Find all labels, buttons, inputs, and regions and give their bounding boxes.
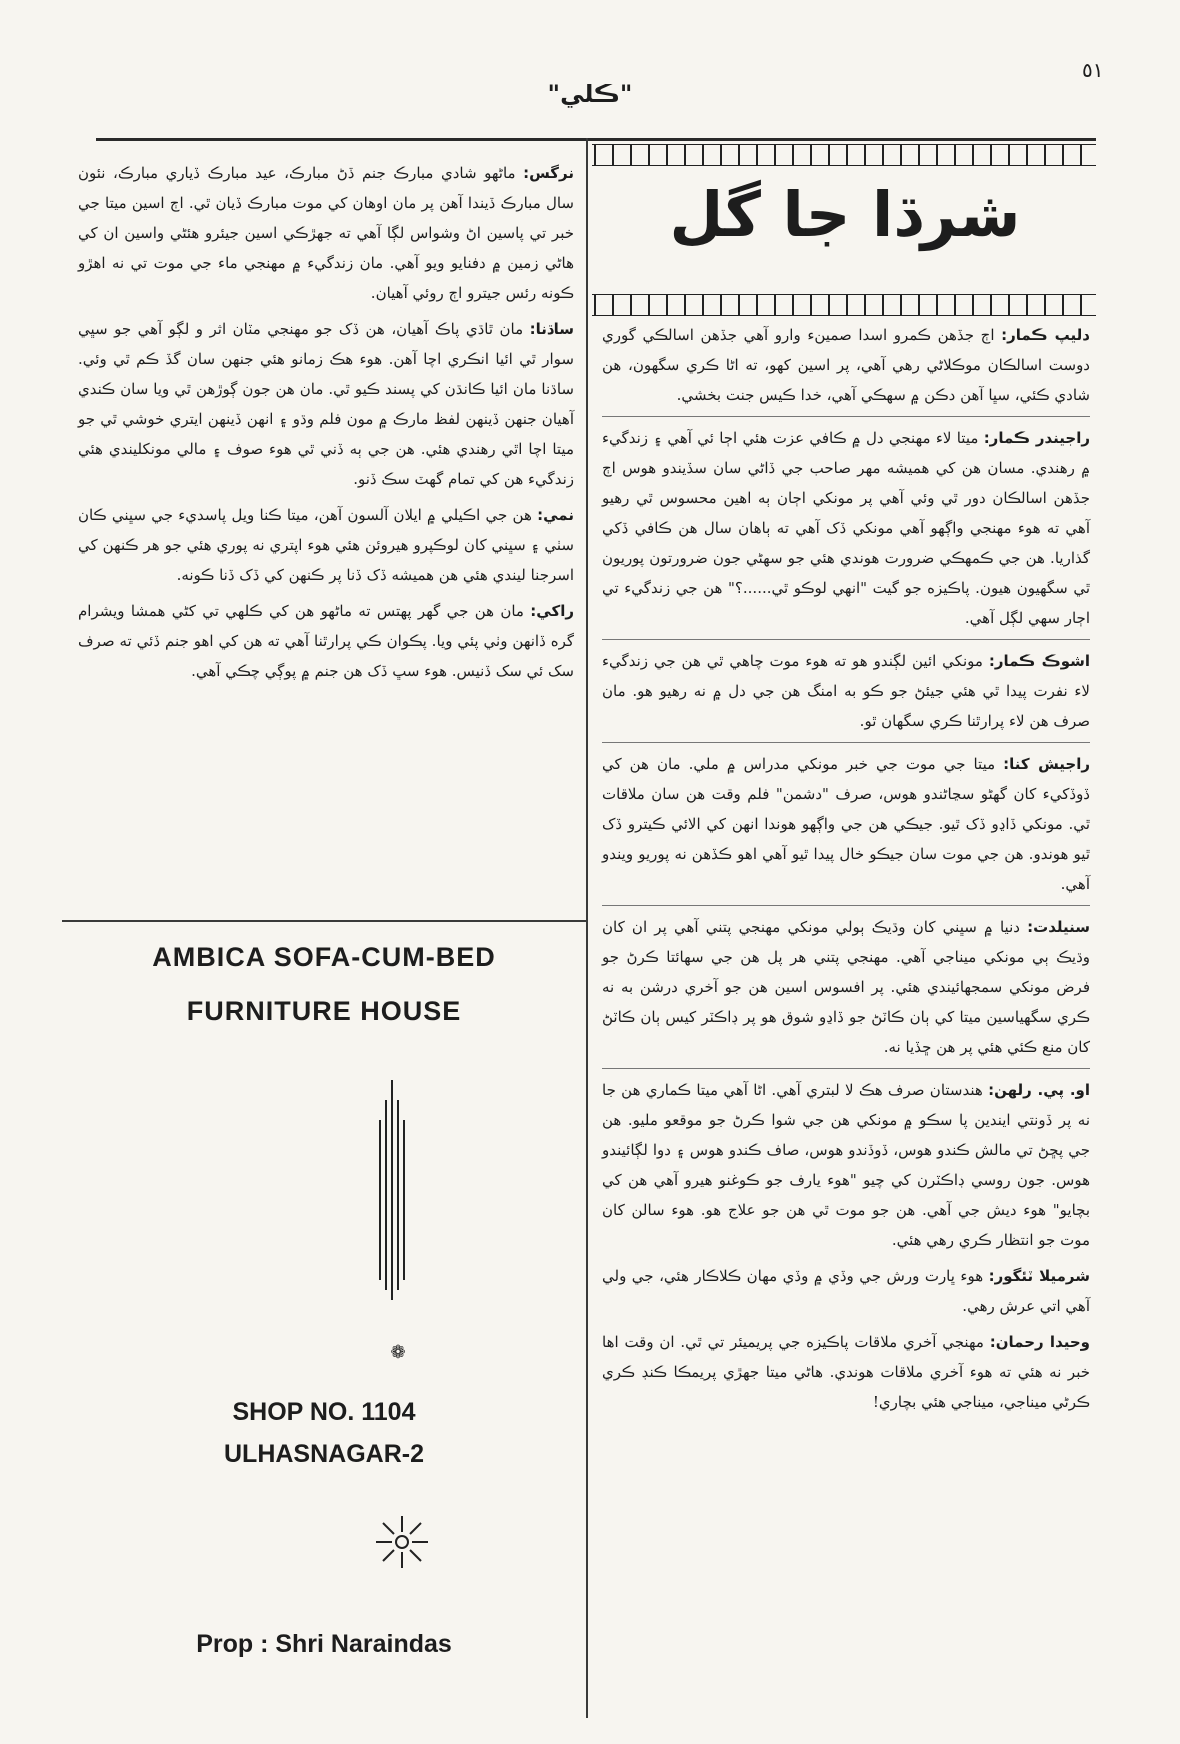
tribute-text: هن جي اڪيلي ۾ ايلان آلسون آهن، ميتا ڪنا ويل پاسديء جي سڀني ڪان سٺي ۽ سڀني کان لوڪپرو هيروئن هئي هوء اپتري نه پوري هئي جو هر ڪنهن کي اسرجنا ليندي هئي هن هميشه ڏک ڏنا پر ڪنهن کي ڏک ڏنا ڪونه. xyxy=(78,506,574,584)
tribute-name: ساڌنا: xyxy=(529,320,574,338)
tribute-text: مونکي ائين لڳندو هو ته هوء موت چاهي ٿي هن جي زندگيء لاء نفرت پيدا ٿي هئي جيئڻ جو ڪو به امنگ هن جي دل ۾ نه رهيو هو. مان صرف هن لاء پرارٿنا ڪري سگهان ٿو. xyxy=(602,652,1090,730)
tribute-name: دليپ ڪمار: xyxy=(1001,326,1090,344)
tribute-entry xyxy=(602,1327,1090,1417)
entry-separator xyxy=(602,416,1090,417)
tribute-entry xyxy=(602,749,1090,899)
tribute-name: راکي: xyxy=(530,602,574,620)
tribute-name: راجيش کنا: xyxy=(1003,755,1090,773)
decorative-border-top xyxy=(592,144,1096,166)
entry-separator xyxy=(602,1068,1090,1069)
tribute-entry xyxy=(602,1075,1090,1255)
ad-company-name: AMBICA SOFA-CUM-BED xyxy=(152,942,496,972)
column-divider xyxy=(586,138,588,1718)
sun-icon xyxy=(374,1514,430,1570)
tribute-entry xyxy=(602,1261,1090,1321)
tribute-text: اڄ جڏهن ڪمرو اسدا صمينء وارو آهي جڏهن اسالڪي گوري دوست اسالڪان موڪلاڻي رهي آهي، پر اسين کهو، ته اڻا ڪري سگهون، هن شادي ڪئي، سڀا آهن دڪن ۾ سهڪي آهي، خدا ڪيس جنت بخشي. xyxy=(602,326,1090,404)
tribute-name: اشوڪ ڪمار: xyxy=(988,652,1090,670)
tribute-text: ميتا جي موت جي خبر مونکي مدراس ۾ ملي. مان هن کي ڏوڏکيء کان گهڻو سڃاڻندو هوس، صرف "دشمن" فلم وقت هن سان ملاقات ٿي. مونکي ڏاڍو ڏک ٿيو. جيڪي هن جي واڳهو هوندا انهن کي الائي ڪيترو ڏک ٿيو هوندو. هن جي موت سان جيڪو خال پيدا ٿيو آهي اهو ڪڏهن نه پوريو ويندو آهي. xyxy=(602,755,1090,893)
tribute-entry xyxy=(78,500,574,590)
tribute-text: ماڻهو شادي مبارڪ جنم ڏڻ مبارڪ، عيد مبارڪ ڏياري مبارڪ، نئون سال مبارڪ ڏيندا آهن پر مان اوهان کي موت مبارڪ ڏيان ٿي. اڄ اسين ميتا جي خبر تي پاسين اڻ وشواس لڳا آهي ته جهڙڪي اسين جيئرو هئڻي واسين ان کي هاڻي زمين ۾ دفنايو ويو آهي. مان زندگيء ۾ مهنجي ماء جي موت تي نه اهڙو ڪونه رئس جيترو اڄ روئي آهيان. xyxy=(78,164,574,302)
tribute-name: راجيندر ڪمار: xyxy=(983,429,1090,447)
right-column xyxy=(602,320,1090,1423)
tribute-name: سنيلدت: xyxy=(1027,918,1090,936)
tribute-name: او. پي. رلهن: xyxy=(988,1081,1090,1099)
tribute-text: ميتا لاء مهنجي دل ۾ ڪافي عزت هئي اڄا ئي آهي ۽ زندگيء ۾ رهندي. مسان هن کي هميشه مهر صاحب جي ڏاڻي سان سڏيندو هوس اڄ جڏهن اسالڪان دور ٿي وئي آهي پر مونکي اڄان ٻه اهين محسوس ٿي رهيو آهي ته هوء مهنجي واڳهو آهي مونکي ڏک آهي ته ٻاهان سال هن ڪافي ڏکي گذاريا. هن جي ڪمهڪي ضرورت هوندي هئي جو سهڻي جون ضرورتون پوريون ٿي سگهيون هيون. پاڪيزه جو گيت "انهي لوڪو ٿي......؟" هن جي زندگيء تي اڄار سهي لڳل آهي. xyxy=(602,429,1090,627)
flower-icon: ❁ xyxy=(390,1342,406,1362)
tribute-text: مهنجي آخري ملاقات پاڪيزه جي پريميئر تي ٿي. ان وقت اها خبر نه هئي ته هوء آخري ملاقات هوندي. هاڻي ميتا جهڙي پريمڪا ڪنڊ ڪري ڪرڻي ميناجي، ميناجي هئي بچاري! xyxy=(602,1333,1090,1411)
tribute-name: نمي: xyxy=(537,506,574,524)
tribute-entry xyxy=(602,646,1090,736)
tribute-entry xyxy=(602,320,1090,410)
tribute-text: دنيا ۾ سڀني کان وڌيڪ ٻولي مونکي مهنجي پتني آهي پر ان کان وڌيڪ ٻي مونکي ميناجي آهي. مهنجي پتني هر پل هن جي سهائتا ڪرڻ جو فرض مونکي سمجهائيندي هئي. پر افسوس اسين هن جو آخري درشن به نه ڪري سگهياسين ميتا کي ٻان ڪاٽڻ جو ڏاڍو شوق هو پر ڊاڪٽر کيس ٻان ڪاٽڻ کان منع ڪئي هئي پر هن ڇڏيا نه. xyxy=(602,918,1090,1056)
advertisement xyxy=(62,930,586,1710)
tribute-text: هوء ڀارت ورش جي وڏي ۾ وڏي مهان ڪلاڪار هئي، جي ولي آهي اتي عرش رهي. xyxy=(602,1267,1090,1315)
tribute-text: مان هن جي گهر پهتس ته ماڻهو هن کي ڪلهي تي کڻي همشا ويشرام گره ڏانهن وٺي پئي ويا. پڪوان ڪي پرارٿنا آهي ته هن کي اهو جنم ڏئي ته صرف سک ئي سک ڏنيس. هوء سڀ ڏک هن جنم ۾ پوڳي چڪي آهي. xyxy=(78,602,574,680)
tribute-entry xyxy=(602,912,1090,1062)
tribute-text: هندستان صرف هڪ لا لبتري آهي. اڻا آهي ميتا ڪماري هن جا نه پر ڏونتي ايندين پا سڪو ۾ مونکي هن جي شوا ڪرڻ جو موقعو مليو. هن جي پڇڻ تي مالش ڪندو هوس، ڏوڏندو هوس، صاف ڪندو هوس ۽ دوا لڳائيندو هوس. جون روسي ڊاڪٽرن کي چيو "هوء يارف جو ڪوغنو هيرو آهي هن کي بچايو" هوء ديش جي آهي. هن جو موت ٿي هن جو علاج هو. هوء سالن کان موت جو انتظار ڪري رهي هئي. xyxy=(602,1081,1090,1249)
section-title: شرڌا جا گل xyxy=(669,178,1021,251)
tribute-entry xyxy=(78,596,574,686)
decorative-border-bottom xyxy=(592,294,1096,316)
entry-separator xyxy=(602,639,1090,640)
masthead-title: "ڪلي" xyxy=(547,80,633,108)
tribute-entry xyxy=(78,158,574,308)
entry-separator xyxy=(602,742,1090,743)
left-column xyxy=(78,158,574,692)
advertisement-divider xyxy=(62,920,586,922)
top-rule xyxy=(96,138,1096,141)
page-number: ٥١ xyxy=(1082,58,1104,82)
tribute-entry xyxy=(602,423,1090,633)
ad-city: ULHASNAGAR-2 xyxy=(224,1440,424,1468)
tribute-entry xyxy=(78,314,574,494)
entry-separator xyxy=(602,905,1090,906)
tribute-name: شرميلا ٽئگور: xyxy=(988,1267,1090,1285)
lamp-lines-icon xyxy=(372,1080,412,1300)
tribute-text: مان ٿاڌي پاڪ آهيان، هن ڏک جو مهنجي مٽان اثر و لڳو آهي جو سڀي سوار ٿي ائيا انڪري اچا آهن. هوء هڪ زمانو هئي جنهن سان گڏ ڪم ٿي وئي. ساڌنا مان ائيا ڪانڌن کي پسند ڪيو ٿي. مان هن جون ڳوڙهن ٿي ويا سان ڪندي آهيان جنهن ڏينهن لفظ مارڪ ۾ مون فلم وڌو ۽ انهن ڏينهن ايتري خوشي ٿي جو ميتا اچا اٿي رهندي هئي. هن جي ٻه ڏني ٿي هوء صوف ۽ مالي مونکليندي هئي زندگيء هن کي تمام گهٽ سڪ ڏنو. xyxy=(78,320,574,488)
tribute-name: وحيدا رحمان: xyxy=(989,1333,1090,1351)
ad-company-type: FURNITURE HOUSE xyxy=(186,996,462,1026)
ad-proprietor: Prop : Shri Naraindas xyxy=(196,1630,452,1658)
tribute-name: نرگس: xyxy=(523,164,574,182)
ad-shop-number: SHOP NO. 1104 xyxy=(232,1398,416,1426)
